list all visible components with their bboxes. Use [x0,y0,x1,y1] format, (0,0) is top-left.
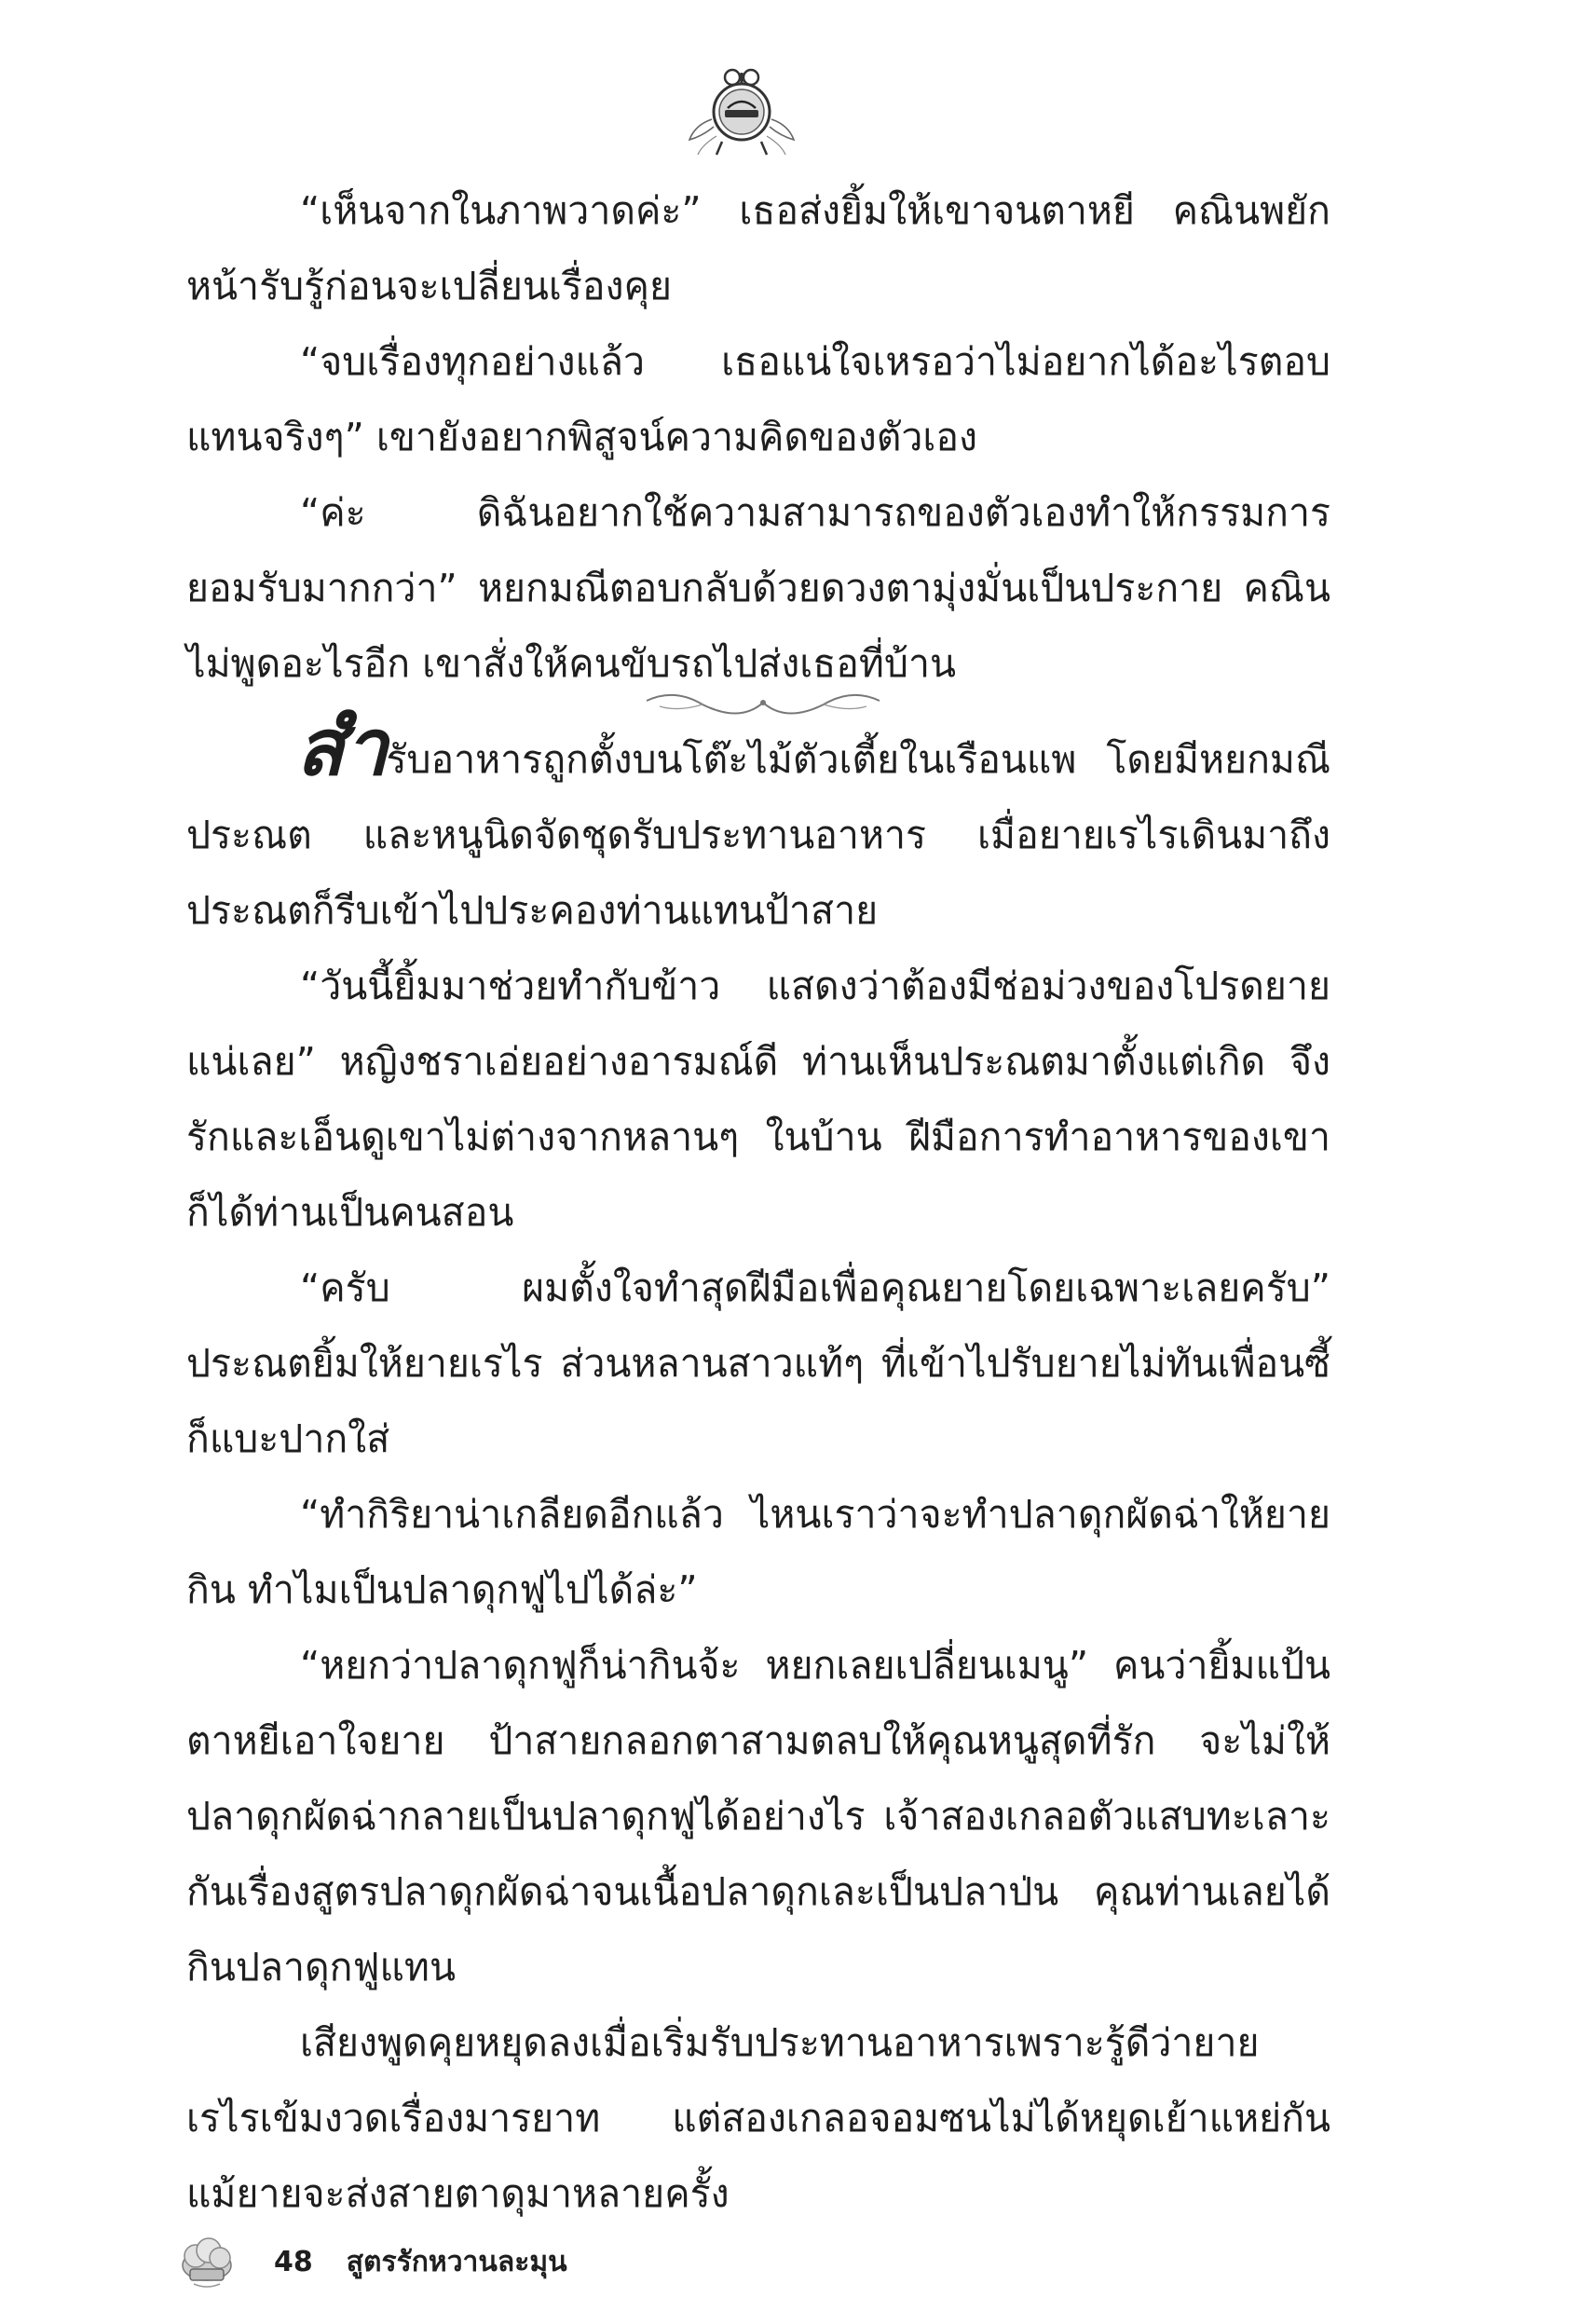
page-footer [177,2229,567,2294]
chef-hat-icon [177,2232,237,2291]
paragraph-text: รับอาหารถูกตั้งบนโต๊ะไม้ตัวเตี้ยในเรือนแพ โดยมีหยกมณี ประณต และหนูนิดจัดชุดรับประทานอาหาร เมื่อยายเรไรเดินมาถึง ประณตก็รีบเข้าไปประคองท่านแทนป้าสาย [186,737,1330,933]
chef-crest-ornament-icon [681,56,802,158]
paragraph: “วันนี้ยิ้มมาช่วยทำกับข้าว แสดงว่าต้องมีช่อม่วงของโปรดยายแน่เลย” หญิงชราเอ่ยอย่างอารมณ์ดี ท่านเห็นประณตมาตั้งแต่เกิด จึงรักและเอ็นดูเขาไม่ต่างจากหลานๆ ในบ้าน ฝีมือการทำอาหารของเขาก็ได้ท่านเป็นคนสอน [186,964,1330,1235]
paragraph: “ครับ ผมตั้งใจทำสุดฝีมือเพื่อคุณยายโดยเฉพาะเลยครับ” ประณตยิ้มให้ยายเรไร ส่วนหลานสาวแท้ๆ ที่เข้าไปรับยายไม่ทันเพื่อนซี้ก็แบะปากใส่ [186,1265,1330,1461]
paragraph-with-dropcap [186,702,1330,949]
flourish-divider-icon [641,686,885,719]
paragraph: เสียงพูดคุยหยุดลงเมื่อเริ่มรับประทานอาหารเพราะรู้ดีว่ายายเรไรเข้มงวดเรื่องมารยาท แต่สองเกลอจอมซนไม่ได้หยุดเย้าแหย่กัน แม้ยายจะส่งสายตาดุมาหลายครั้ง [186,2020,1330,2216]
section-2-text [186,702,1330,2232]
paragraph: “เห็นจากในภาพวาดค่ะ” เธอส่งยิ้มให้เขาจนตาหยี คณินพยักหน้ารับรู้ก่อนจะเปลี่ยนเรื่องคุย [186,188,1330,308]
paragraph: “หยกว่าปลาดุกฟูก็น่ากินจ้ะ หยกเลยเปลี่ยนเมนู” คนว่ายิ้มแป้นตาหยีเอาใจยาย ป้าสายกลอกตาสามตลบให้คุณหนูสุดที่รัก จะไม่ให้ปลาดุกผัดฉ่ากลายเป็นปลาดุกฟูได้อย่างไร เจ้าสองเกลอตัวแสบทะเลาะกันเรื่องสูตรปลาดุกผัดฉ่าจนเนื้อปลาดุกเละเป็นปลาป่น คุณท่านเลยได้กินปลาดุกฟูแทน [186,1643,1330,1990]
page-number: 48 [274,2245,313,2278]
section-1-text [186,173,1330,702]
drop-cap: สำ [296,702,387,793]
paragraph: “ทำกิริยาน่าเกลียดอีกแล้ว ไหนเราว่าจะทำปลาดุกผัดฉ่าให้ยายกิน ทำไมเป็นปลาดุกฟูไปได้ล่ะ” [186,1492,1330,1612]
book-title: สูตรรักหวานละมุน [346,2245,567,2278]
paragraph: “จบเรื่องทุกอย่างแล้ว เธอแน่ใจเหรอว่าไม่อยากได้อะไรตอบแทนจริงๆ” เขายังอยากพิสูจน์ความคิดของตัวเอง [186,339,1330,459]
paragraph: “ค่ะ ดิฉันอยากใช้ความสามารถของตัวเองทำให้กรรมการยอมรับมากกว่า” หยกมณีตอบกลับด้วยดวงตามุ่งมั่นเป็นประกาย คณินไม่พูดอะไรอีก เขาสั่งให้คนขับรถไปส่งเธอที่บ้าน [186,490,1330,686]
